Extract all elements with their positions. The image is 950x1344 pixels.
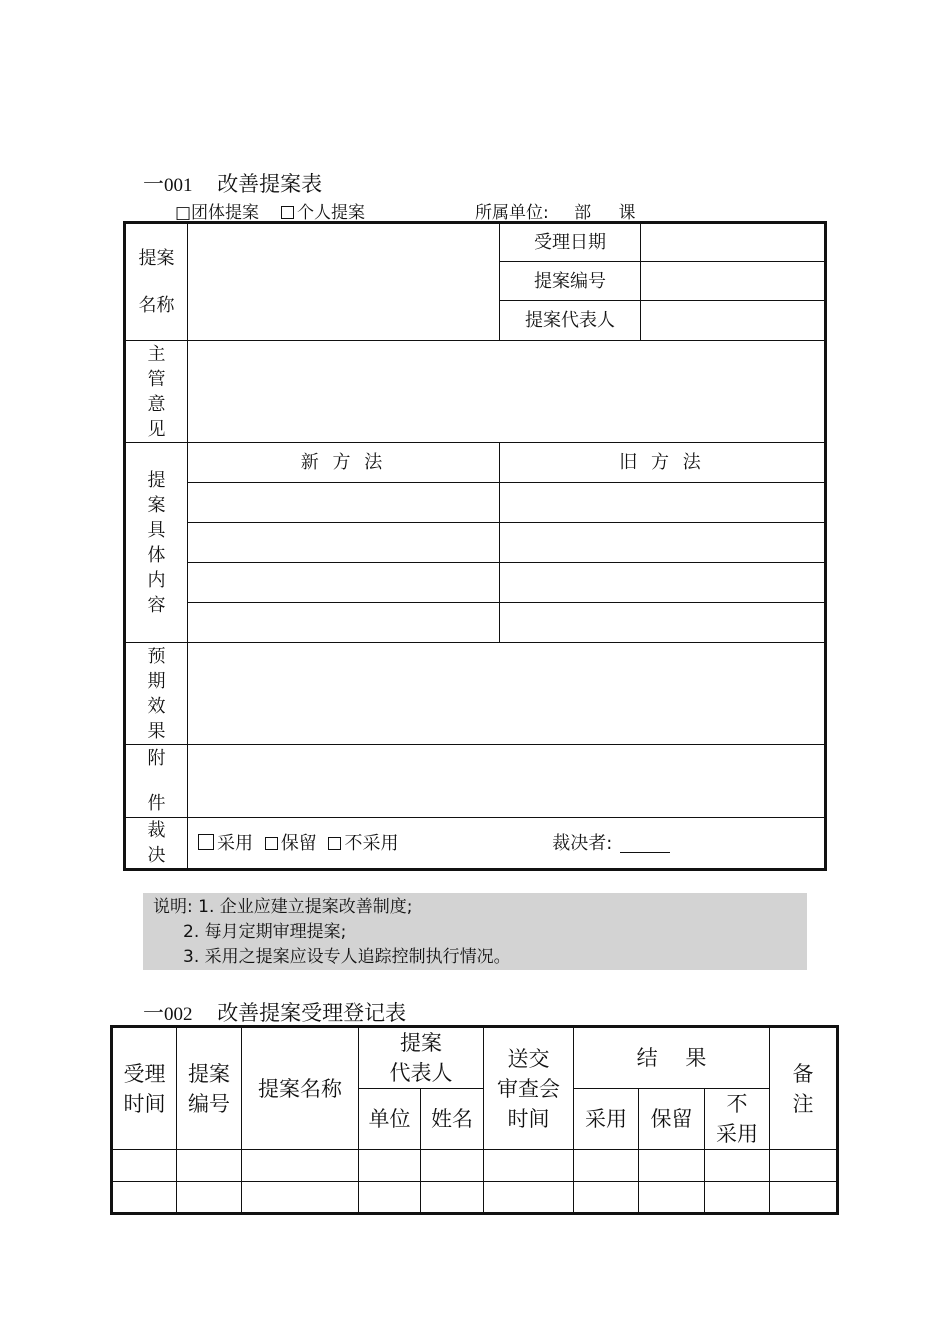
accept-time-line2: 时间 bbox=[123, 1091, 166, 1116]
result-header: 结 果 bbox=[574, 1027, 770, 1089]
table-cell[interactable] bbox=[705, 1150, 770, 1182]
verdict-label bbox=[125, 818, 188, 870]
individual-checkbox[interactable] bbox=[281, 206, 294, 219]
note-line1: 说明: 1. 企业应建立提案改善制度; bbox=[153, 897, 413, 917]
rep-unit-header: 单位 bbox=[359, 1089, 421, 1150]
table-cell[interactable] bbox=[177, 1150, 242, 1182]
proposal-number-header bbox=[177, 1027, 242, 1150]
section-label: 课 bbox=[618, 203, 636, 223]
proposal-rep-line2: 代表人 bbox=[389, 1061, 453, 1085]
proposal-number-label: 提案编号 bbox=[500, 262, 641, 301]
old-method-cell[interactable] bbox=[500, 483, 826, 523]
table-cell[interactable] bbox=[705, 1182, 770, 1214]
attachment-line2: 件 bbox=[147, 793, 166, 814]
old-method-cell[interactable] bbox=[500, 523, 826, 563]
review-time-line2: 审查会 bbox=[497, 1076, 560, 1101]
proposal-content-text: 提案具体内容 bbox=[147, 469, 166, 616]
adopt-option[interactable] bbox=[198, 833, 253, 854]
supervisor-opinion-label bbox=[125, 341, 188, 443]
title-dash: 一 bbox=[143, 1001, 164, 1025]
title-dash: 一 bbox=[143, 172, 164, 196]
table-cell[interactable] bbox=[112, 1150, 177, 1182]
reject-option[interactable] bbox=[328, 833, 398, 854]
new-method-cell[interactable] bbox=[188, 483, 500, 523]
supervisor-opinion-text: 主管意见 bbox=[147, 343, 166, 440]
group-proposal-option[interactable]: □团体提案 bbox=[175, 203, 260, 223]
reject-checkbox[interactable] bbox=[328, 837, 341, 850]
reject-label: 不采用 bbox=[344, 832, 399, 854]
review-time-line3: 时间 bbox=[507, 1106, 550, 1131]
verdict-options bbox=[188, 818, 826, 870]
adopt-label: 采用 bbox=[217, 832, 253, 854]
notes-box bbox=[143, 893, 807, 970]
proposal-number-line2: 编号 bbox=[188, 1091, 230, 1116]
judge-input[interactable] bbox=[620, 836, 670, 853]
proposal-name-input[interactable] bbox=[188, 223, 500, 341]
adopt-checkbox[interactable] bbox=[198, 834, 214, 850]
proposal-rep-line1: 提案 bbox=[400, 1031, 442, 1055]
old-method-cell[interactable] bbox=[500, 603, 826, 643]
unit-field bbox=[475, 198, 636, 223]
result-reserve-header: 保留 bbox=[639, 1089, 705, 1150]
unit-label: 所属单位: bbox=[475, 203, 549, 223]
proposal-number-line1: 提案 bbox=[188, 1061, 230, 1086]
registration-table bbox=[110, 1025, 839, 1215]
table-cell[interactable] bbox=[359, 1182, 421, 1214]
result-adopt-header: 采用 bbox=[574, 1089, 639, 1150]
table-cell[interactable] bbox=[421, 1150, 484, 1182]
proposal-type-group[interactable] bbox=[175, 198, 259, 223]
note-line2: 2. 每月定期审理提案; bbox=[183, 922, 347, 942]
table-cell[interactable] bbox=[484, 1150, 574, 1182]
attachment-input[interactable] bbox=[188, 745, 826, 818]
result-reject-header bbox=[705, 1089, 770, 1150]
expected-effect-label bbox=[125, 643, 188, 745]
new-method-cell[interactable] bbox=[188, 523, 500, 563]
remark-line1: 备 bbox=[792, 1061, 814, 1086]
table-row bbox=[112, 1150, 838, 1182]
review-time-header bbox=[484, 1027, 574, 1150]
result-reject-line2: 采用 bbox=[716, 1122, 758, 1146]
supervisor-opinion-input[interactable] bbox=[188, 341, 826, 443]
table-row bbox=[112, 1182, 838, 1214]
old-method-header: 旧 方 法 bbox=[500, 443, 826, 483]
accept-date-input[interactable] bbox=[641, 223, 826, 262]
judge-label: 裁决者: bbox=[552, 832, 613, 854]
attachment-label bbox=[125, 745, 188, 818]
table-cell[interactable] bbox=[242, 1150, 359, 1182]
accept-date-label: 受理日期 bbox=[500, 223, 641, 262]
form1-title bbox=[143, 168, 322, 198]
rep-name-header: 姓名 bbox=[421, 1089, 484, 1150]
attachment-line1: 附 bbox=[147, 748, 166, 769]
accept-time-line1: 受理 bbox=[123, 1061, 166, 1086]
title-text: 改善提案受理登记表 bbox=[217, 1001, 407, 1025]
proposal-name-line2: 名称 bbox=[138, 295, 175, 316]
reserve-checkbox[interactable] bbox=[265, 837, 278, 850]
reserve-option[interactable] bbox=[265, 833, 317, 854]
new-method-cell[interactable] bbox=[188, 603, 500, 643]
review-time-line1: 送交 bbox=[507, 1046, 550, 1071]
proposal-name-label bbox=[125, 223, 188, 341]
table-cell[interactable] bbox=[177, 1182, 242, 1214]
table-cell[interactable] bbox=[421, 1182, 484, 1214]
table-cell[interactable] bbox=[770, 1150, 838, 1182]
result-reject-line1: 不 bbox=[726, 1092, 748, 1116]
proposal-content-label bbox=[125, 443, 188, 643]
proposal-name-line1: 提案 bbox=[138, 248, 175, 269]
individual-proposal-option[interactable] bbox=[281, 198, 365, 223]
proposal-number-input[interactable] bbox=[641, 262, 826, 301]
reserve-label: 保留 bbox=[280, 832, 317, 854]
expected-effect-text: 预期效果 bbox=[147, 645, 166, 742]
proposal-rep-header bbox=[359, 1027, 484, 1089]
remark-header bbox=[770, 1027, 838, 1150]
note-line3: 3. 采用之提案应设专人追踪控制执行情况。 bbox=[183, 947, 511, 967]
verdict-text: 裁决 bbox=[147, 820, 166, 866]
form2-title bbox=[143, 997, 406, 1027]
proposal-rep-label: 提案代表人 bbox=[500, 301, 641, 341]
table-cell[interactable] bbox=[639, 1150, 705, 1182]
remark-line2: 注 bbox=[792, 1091, 814, 1116]
table-cell[interactable] bbox=[574, 1182, 639, 1214]
table-cell[interactable] bbox=[112, 1182, 177, 1214]
table-cell[interactable] bbox=[242, 1182, 359, 1214]
new-method-cell[interactable] bbox=[188, 563, 500, 603]
table-cell[interactable] bbox=[359, 1150, 421, 1182]
new-method-header: 新 方 法 bbox=[188, 443, 500, 483]
table-cell[interactable] bbox=[574, 1150, 639, 1182]
table-cell[interactable] bbox=[770, 1182, 838, 1214]
title-number: 002 bbox=[164, 1004, 193, 1025]
title-text: 改善提案表 bbox=[217, 172, 323, 196]
table-cell[interactable] bbox=[639, 1182, 705, 1214]
accept-time-header bbox=[112, 1027, 177, 1150]
proposal-name-header: 提案名称 bbox=[242, 1027, 359, 1150]
expected-effect-input[interactable] bbox=[188, 643, 826, 745]
dept-label: 部 bbox=[574, 203, 592, 223]
proposal-rep-input[interactable] bbox=[641, 301, 826, 341]
title-number: 001 bbox=[164, 175, 193, 196]
individual-label: 个人提案 bbox=[297, 203, 365, 223]
table-cell[interactable] bbox=[484, 1182, 574, 1214]
old-method-cell[interactable] bbox=[500, 563, 826, 603]
proposal-form-table bbox=[123, 221, 827, 871]
